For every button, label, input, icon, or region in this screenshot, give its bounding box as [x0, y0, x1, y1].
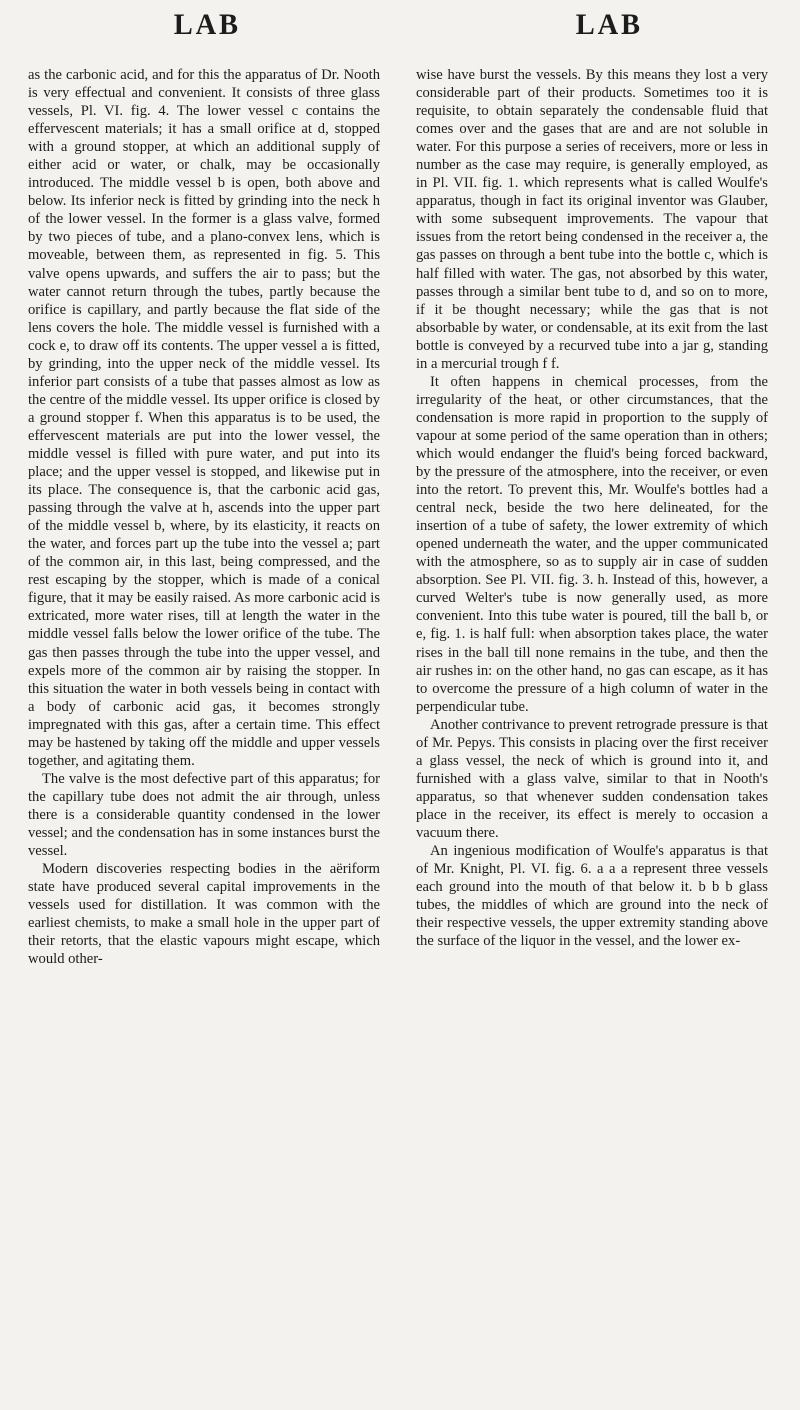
running-head-left: LAB: [173, 8, 241, 41]
paragraph: Modern discoveries respecting bodies in the aëriform state have produced several capital improvements in the vessels used for distillation. It was common with the earliest chemists, to make a small hole in the upper part of their retorts, that the elastic vapours might escape, which would other-: [28, 861, 380, 968]
paragraph: The valve is the most defective part of this apparatus; for the capillary tube does not admit the air through, unless there is a considerable quantity condensed in the lower vessel; and the condensation has in some instances burst the vessel.: [28, 770, 380, 860]
paragraph: It often happens in chemical processes, from the irregularity of the heat, or other circumstances, that the condensation is more rapid in proportion to the supply of vapour at some period of the same operation than in others; which would endanger the fluid's being forced backward, by the pressure of the atmosphere, into the receiver, or even into the retort. To prevent this, Mr. Woulfe's bottles had a central neck, beside the two here delineated, for the insertion of a tube of safety, the lower extremity of which opened underneath the water, and the upper communicated with the atmosphere, so as to supply air in case of sudden absorption. See Pl. VII. fig. 3. h. Instead of this, however, a curved Welter's tube is now generally used, as more convenient. Into this tube water is poured, till the ball b, or e, fig. 1. is half full: when absorption takes place, the water rises in the ball till none remains in the tube, and then the air rushes in: on the other hand, no gas can escape, as it has to overcome the pressure of a high column of water in the perpendicular tube.: [416, 373, 768, 715]
paragraph: Another contrivance to prevent retrograde pressure is that of Mr. Pepys. This consists in placing over the first receiver a glass vessel, the neck of which is ground into it, and furnished with a glass valve, similar to that in Nooth's apparatus, so that whenever sudden condensation takes place in the receiver, its effect is merely to occasion a vacuum there.: [416, 716, 768, 841]
paragraph: wise have burst the vessels. By this means they lost a very considerable part of their products. Sometimes too it is requisite, to obtain separately the condensable fluid that comes over and the gases that are and are not soluble in water. For this purpose a series of receivers, more or less in number as the case may require, is generally employed, as in Pl. VII. fig. 1. which represents what is called Woulfe's apparatus, though in fact its original inventor was Glauber, with some subsequent improvements. The vapour that issues from the retort being condensed in the receiver a, the gas passes on through a bent tube into the bottle c, which is half filled with water. The gas, not absorbed by this water, passes through a similar bent tube to d, and so on to more, if it be thought necessary; while the gas that is not absorbable by water, or condensable, at its exit from the last bottle is conveyed by a recurved tube into a jar g, standing in a mercurial trough f f.: [416, 67, 768, 372]
paragraph: An ingenious modification of Woulfe's apparatus is that of Mr. Knight, Pl. VI. fig. 6. a a a represent three vessels each ground into the mouth of that below it. b b b glass tubes, the middles of which are ground into the neck of their respective vessels, the upper extremity standing above the surface of the liquor in the vessel, and the lower ex-: [416, 843, 768, 950]
paragraph: as the carbonic acid, and for this the apparatus of Dr. Nooth is very effectual and convenient. It consists of three glass vessels, Pl. VI. fig. 4. The lower vessel c contains the effervescent materials; it has a small orifice at d, stopped with a ground stopper, at which an additional supply of either acid or water, or chalk, may be occasionally introduced. The middle vessel b is open, both above and below. Its inferior neck is fitted by grinding into the neck h of the lower vessel. In the former is a glass valve, formed by two pieces of tube, and a plano-convex lens, which is moveable, between them, as represented in fig. 5. This valve opens upwards, and suffers the air to pass; but the water cannot return through the tubes, partly because the orifice is capillary, and partly because the flat side of the lens covers the hole. The middle vessel is furnished with a cock e, to draw off its contents. The upper vessel a is fitted, by grinding, into the upper neck of the middle vessel. Its inferior part consists of a tube that passes almost as low as the centre of the middle vessel. Its upper orifice is closed by a ground stopper f. When this apparatus is to be used, the effervescent materials are put into the lower vessel, the middle vessel is filled with pure water, and put into its place; and the upper vessel is stopped, and likewise put in its place. The consequence is, that the carbonic acid gas, passing through the valve at h, ascends into the upper part of the middle vessel b, where, by its elasticity, it reacts on the water, and forces part up the tube into the vessel a; part of the common air, in this last, being compressed, and the rest escaping by the stopper, which is made of a conical figure, that it may be easily raised. As more carbonic acid is extricated, more water rises, till at length the water in the middle vessel falls below the lower orifice of the tube. The gas then passes through the tube into the upper vessel, and expels more of the common air by raising the stopper. In this situation the water in both vessels being in contact with a body of carbonic acid gas, it becomes strongly impregnated with this gas, after a certain time. This effect may be hastened by taking off the middle and upper vessels together, and agitating them.: [28, 67, 380, 769]
running-head-right: LAB: [575, 8, 643, 41]
left-column: [28, 66, 380, 968]
page-header: [0, 8, 800, 58]
right-column: [416, 66, 768, 950]
